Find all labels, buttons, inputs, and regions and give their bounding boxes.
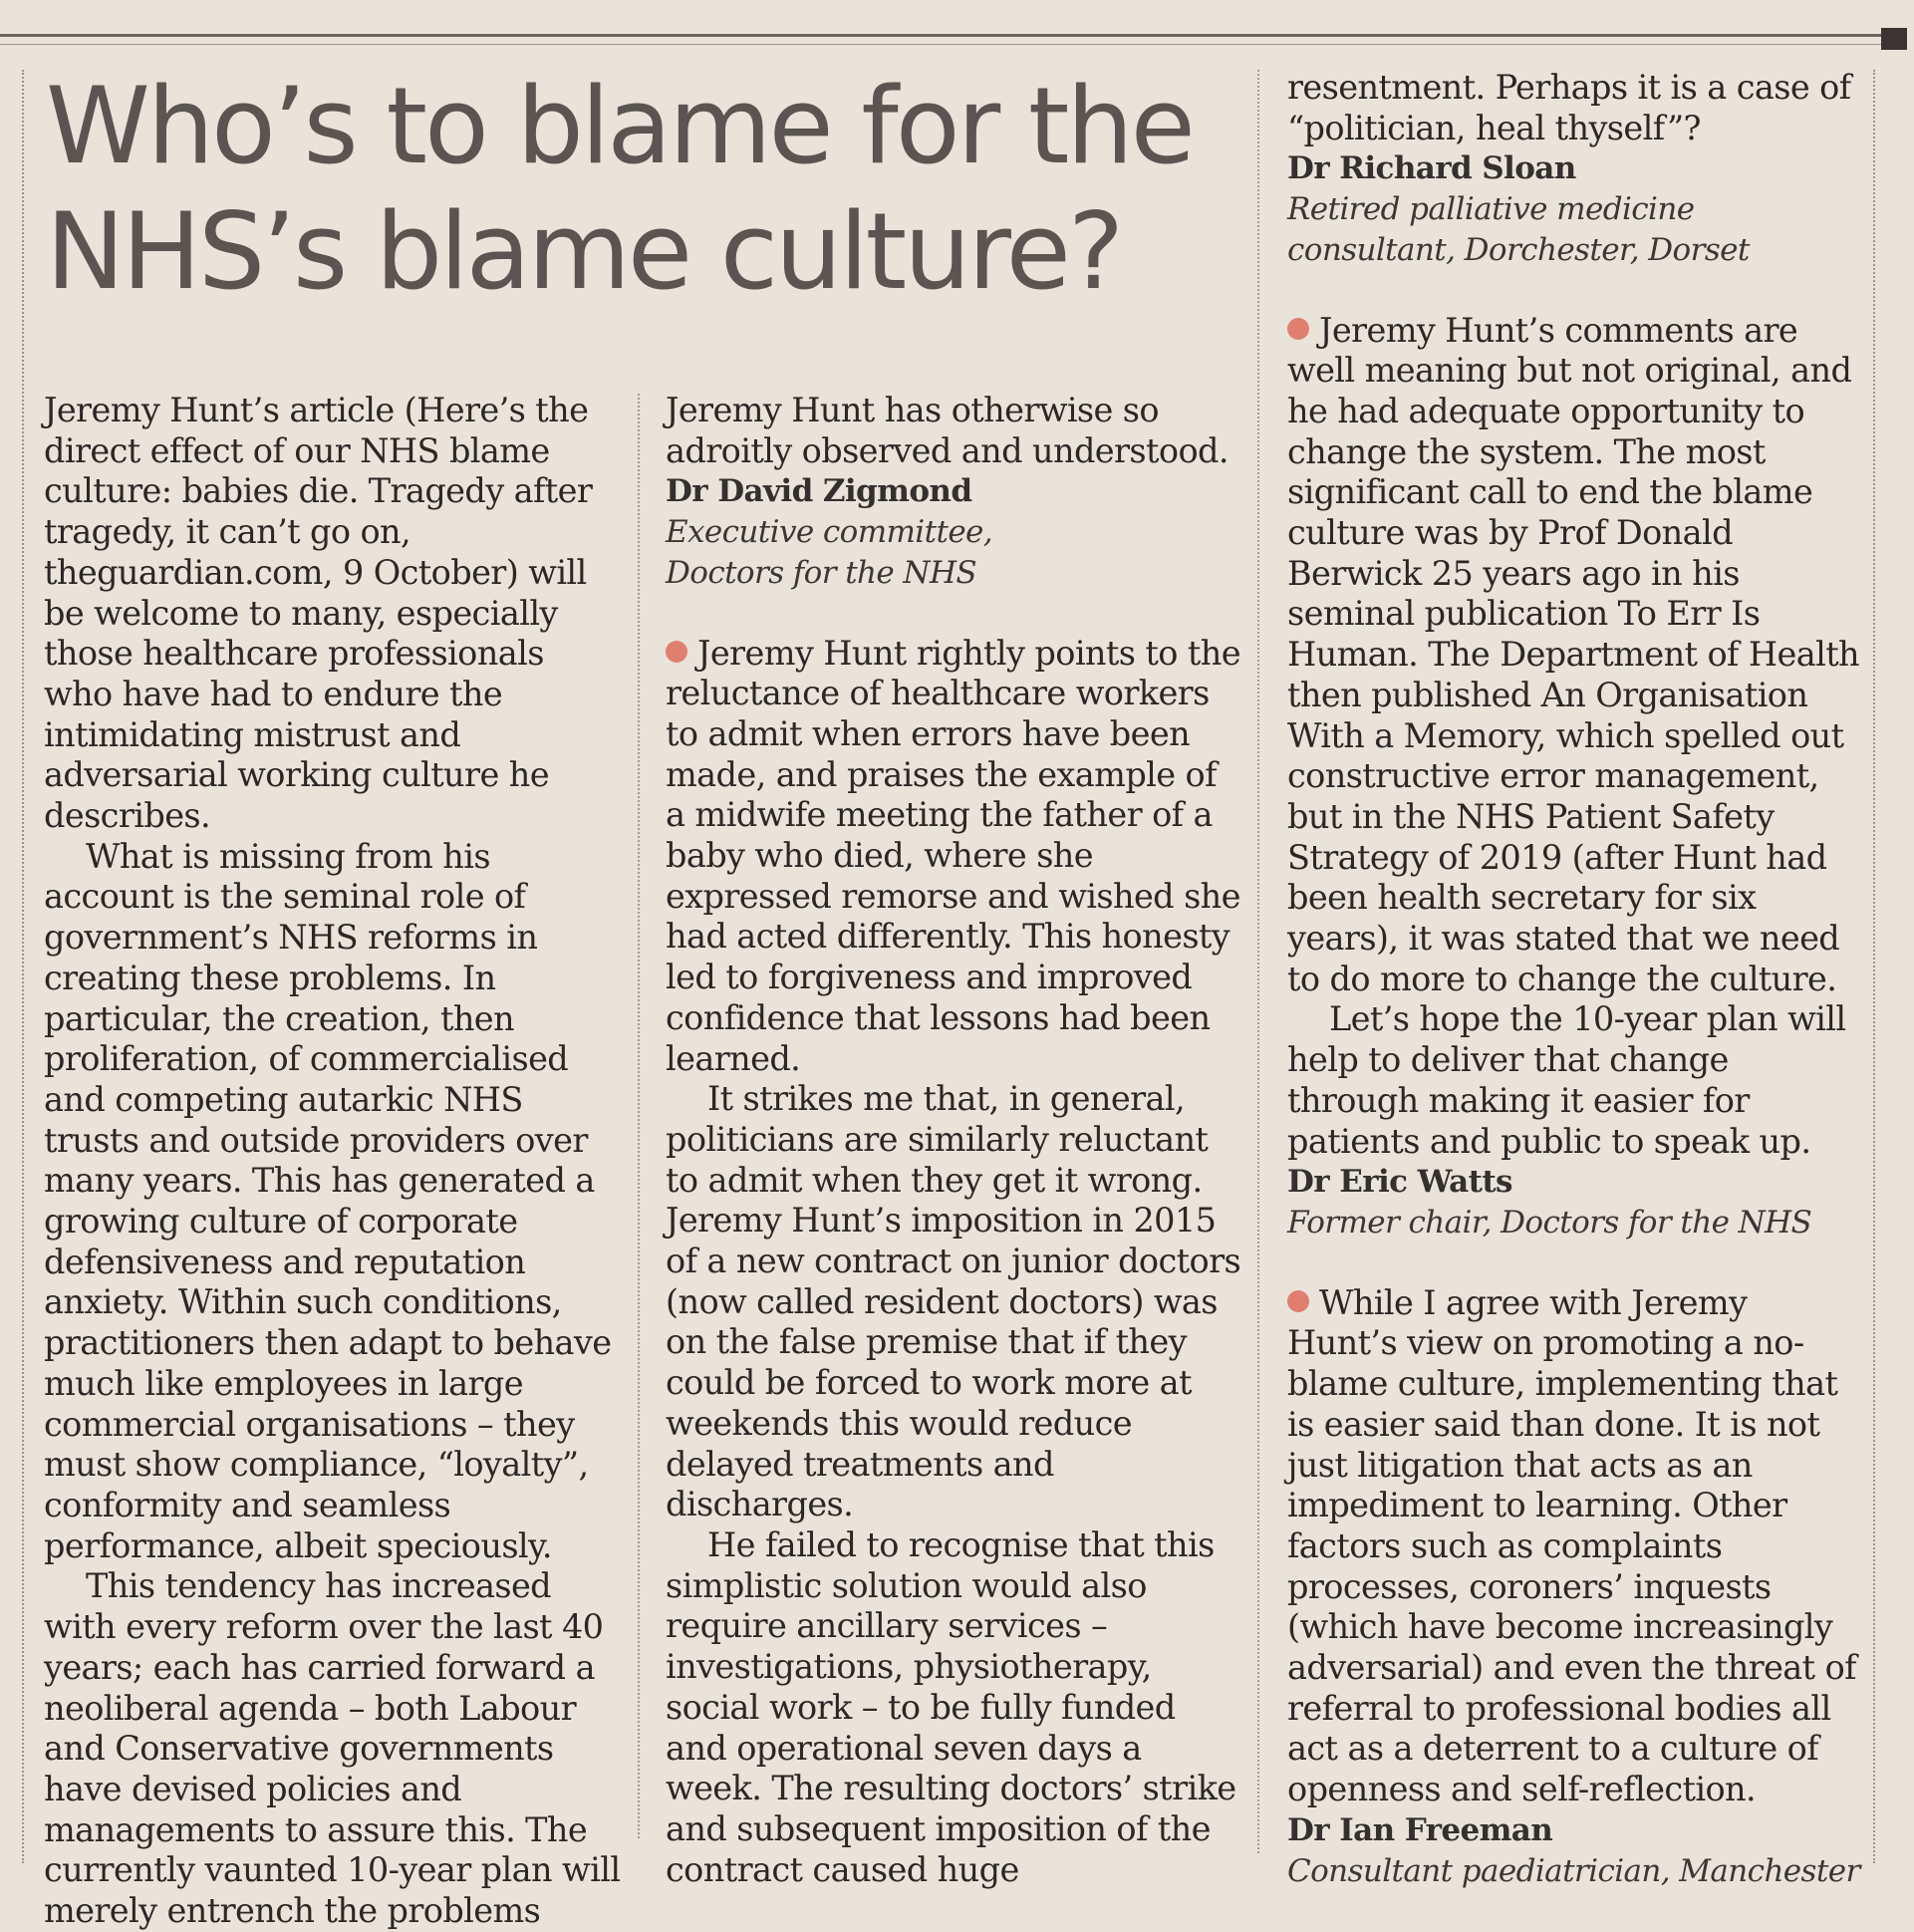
- signature-affiliation: consultant, Dorchester, Dorset: [1287, 231, 1750, 268]
- paragraph: It strikes me that, in general, politicians are similarly reluctant to admit when they get it wrong. Jeremy Hunt’s imposition in 2015 of a new contract on junior doctors (now called resident doctors) was on the false premise that if they could be forced to work more at weekends this would reduce delayed treatments and discharges.: [666, 1079, 1241, 1524]
- signature-affiliation: Executive committee,: [666, 514, 993, 551]
- letter-column-3: [1287, 68, 1865, 1891]
- letter-paragraph: [1287, 1283, 1865, 1810]
- headline: Who’s to blame for the NHS’s blame culture?: [46, 65, 1193, 313]
- paragraph: Jeremy Hunt has otherwise so adroitly observed and understood.: [666, 391, 1229, 470]
- signature-affiliation: Doctors for the NHS: [666, 554, 977, 591]
- corner-block: [1881, 28, 1907, 50]
- signature-affiliation: Retired palliative medicine: [1287, 191, 1695, 228]
- column-divider-1: [638, 394, 640, 1838]
- top-rule: [0, 34, 1883, 37]
- left-column-rule: [22, 70, 25, 1863]
- letter-paragraph: [1287, 311, 1865, 1000]
- letter-column-2: [666, 391, 1243, 1890]
- right-column-rule: [1873, 70, 1876, 1863]
- letter-paragraph: [666, 634, 1243, 1080]
- paragraph: He failed to recognise that this simplistic solution would also require ancillary services – investigations, physiotherapy, social work – to be fully funded and operational seven days a week. The resulting doctors’ strike and subsequent imposition of the contract caused huge: [666, 1524, 1236, 1889]
- paragraph-text: Jeremy Hunt’s comments are well meaning but not original, and he had adequate opportunity to change the system. The most significant call to end the blame culture was by Prof Donald Berwick 25 years ago in his seminal publication To Err Is Human. The Department of Health then published An Organisation With a Memory, which spelled out constructive error management, but in the NHS Patient Safety Strategy of 2019 (after Hunt had been health secretary for six years), it was stated that we need to do more to change the culture.: [1287, 310, 1860, 998]
- bullet-icon: [1287, 318, 1309, 340]
- paragraph: Jeremy Hunt’s article (Here’s the direct effect of our NHS blame culture: babies die. Tragedy after tragedy, it can’t go on, theguardian.com, 9 October) will be welcome to many, especially those healthcare professionals who have had to endure the intimidating mistrust and adversarial working culture he describes.: [44, 391, 593, 836]
- signature-affiliation: Former chair, Doctors for the NHS: [1287, 1204, 1812, 1241]
- paragraph: Let’s hope the 10-year plan will help to deliver that change through making it easier for patients and public to speak up.: [1287, 999, 1846, 1161]
- paragraph-text: Jeremy Hunt rightly points to the reluctance of healthcare workers to admit when errors have been made, and praises the example of a midwife meeting the father of a baby who died, where she expressed remorse and wished she had acted differently. This honesty led to forgiveness and improved confidence that lessons had been learned.: [666, 633, 1240, 1078]
- letter-signature: Dr Eric Watts: [1287, 1164, 1512, 1201]
- letter-signature: Dr Ian Freeman: [1287, 1811, 1553, 1848]
- letter-signature: Dr Richard Sloan: [1287, 150, 1576, 187]
- top-rule-thin: [0, 44, 1883, 45]
- paragraph: What is missing from his account is the seminal role of government’s NHS reforms in creating these problems. In particular, the creation, then proliferation, of commercialised and competing autarkic NHS trusts and outside providers over many years. This has generated a growing culture of corporate defensiveness and reputation anxiety. Within such conditions, practitioners then adapt to behave much like employees in large commercial organisations – they must show compliance, “loyalty”, conformity and seamless performance, albeit speciously.: [44, 836, 612, 1565]
- paragraph-text: While I agree with Jeremy Hunt’s view on promoting a no-blame culture, implementing that is easier said than done. It is not just litigation that acts as an impediment to learning. Other factors such as complaints processes, coroners’ inquests (which have become increasingly adversarial) and even the threat of referral to professional bodies all act as a deterrent to a culture of openness and self-reflection.: [1287, 1282, 1856, 1809]
- letter-signature: Dr David Zigmond: [666, 473, 972, 510]
- column-divider-2: [1257, 70, 1259, 1853]
- letter-column-1: [44, 391, 622, 1932]
- signature-affiliation: Consultant paediatrician, Manchester: [1287, 1852, 1860, 1889]
- paragraph: resentment. Perhaps it is a case of “politician, heal thyself”?: [1287, 68, 1851, 147]
- bullet-icon: [666, 641, 687, 663]
- paragraph: This tendency has increased with every reform over the last 40 years; each has carried forward a neoliberal agenda – both Labour and Conservative governments have devised policies and managements to assure this. The currently vaunted 10-year plan will merely entrench the problems: [44, 1566, 621, 1931]
- bullet-icon: [1287, 1290, 1309, 1312]
